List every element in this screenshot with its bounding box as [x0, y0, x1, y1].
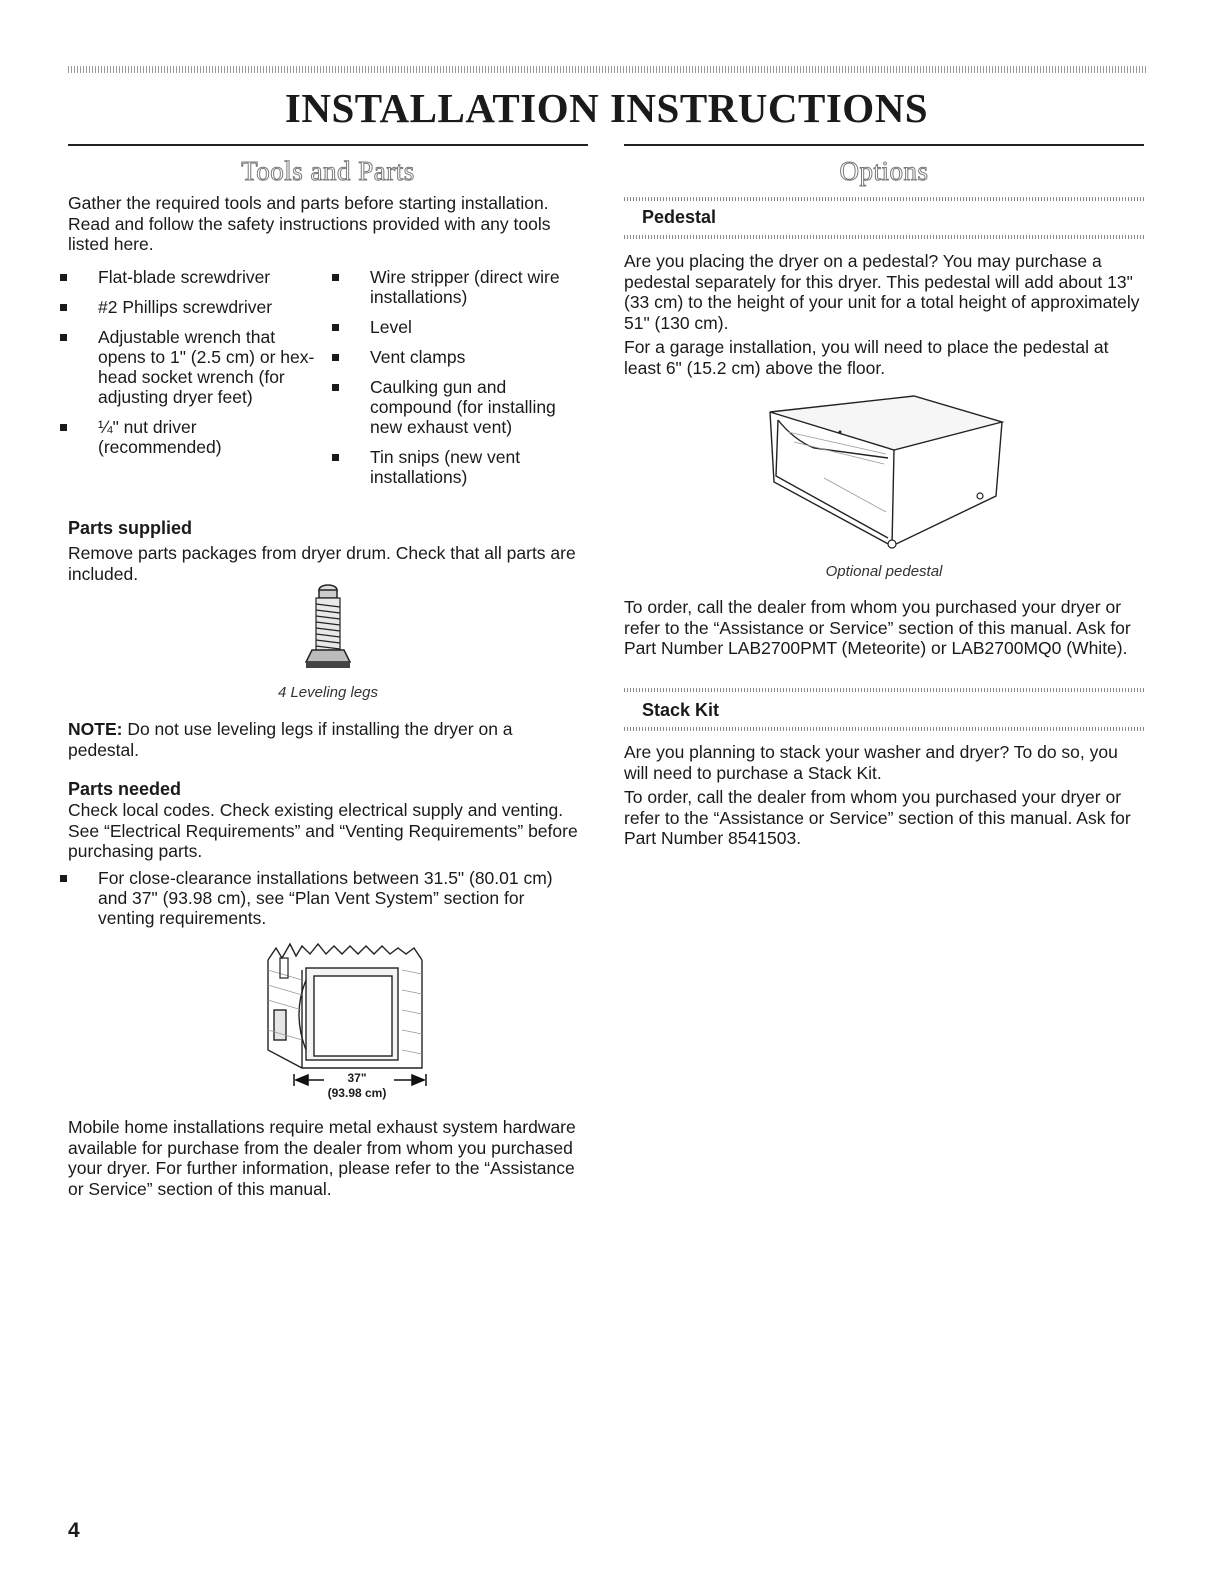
pedestal-illustration [764, 392, 1008, 552]
left-section-rule [68, 144, 588, 146]
list-item: Level [330, 317, 592, 337]
stack-kit-top-rule [624, 688, 1144, 692]
note-text: Do not use leveling legs if installing the dryer on a pedestal. [68, 719, 513, 760]
pedestal-caption: Optional pedestal [825, 563, 943, 580]
list-item: ¼" nut driver (recommended) [58, 417, 320, 457]
mobile-home-text: Mobile home installations require metal exhaust system hardware available for purchase from the dealer from whom you purchased your dryer. For further information, please refer to the “Assistance or Service” section of this manual. [68, 1117, 576, 1199]
leveling-leg-illustration [298, 582, 358, 674]
tools-intro: Gather the required tools and parts before starting installation. Read and follow the safety instructions provided with any tools listed here. [68, 193, 551, 254]
stack-kit-text-2: To order, call the dealer from whom you purchased your dryer or refer to the “Assistance or Service” section of this manual. Ask for Part Number 8541503. [624, 787, 1131, 848]
parts-needed-text: Check local codes. Check existing electrical supply and venting. See “Electrical Requirements” and “Venting Requirements” before purchasing parts. [68, 800, 578, 861]
parts-needed-heading: Parts needed [68, 779, 182, 799]
top-dotted-bar [68, 66, 1146, 73]
list-item: Vent clamps [330, 347, 592, 367]
pedestal-order-text: To order, call the dealer from whom you purchased your dryer or refer to the “Assistance or Service” section of this manual. Ask for Part Number LAB2700PMT (Meteorite) or LAB2700MQ0 (White). [624, 597, 1131, 658]
tools-section-title: Tools and Parts [241, 156, 415, 186]
close-clearance-illustration [262, 940, 427, 1072]
page-title: INSTALLATION INSTRUCTIONS [284, 85, 929, 131]
stack-kit-heading: Stack Kit [642, 700, 720, 720]
pedestal-bottom-rule [624, 235, 1144, 239]
tools-list-col2 [330, 267, 592, 497]
leveling-legs-caption: 4 Leveling legs [277, 684, 379, 701]
list-item: Adjustable wrench that opens to 1" (2.5 cm) or hex-head socket wrench (for adjusting dryer feet) [58, 327, 320, 407]
dimension-metric-label: (93.98 cm) [327, 1086, 387, 1100]
stack-kit-text-1: Are you planning to stack your washer and dryer? To do so, you will need to purchase a Stack Kit. [624, 742, 1118, 783]
list-item: Tin snips (new vent installations) [330, 447, 592, 487]
right-section-rule [624, 144, 1144, 146]
note-label: NOTE: [68, 719, 123, 739]
parts-supplied-note [68, 719, 588, 760]
pedestal-text-1: Are you placing the dryer on a pedestal? You may purchase a pedestal separately for this dryer. This pedestal will add about 13" (33 cm) to the height of your unit for a total height of approximately 51" (130 cm). [624, 251, 1140, 333]
tools-list-col1 [58, 267, 320, 467]
dimension-label: 37" [347, 1071, 367, 1085]
list-item: For close-clearance installations between 31.5" (80.01 cm) and 37" (93.98 cm), see “Plan Vent System” section for venting requirements. [58, 868, 578, 928]
pedestal-heading: Pedestal [642, 207, 717, 227]
parts-supplied-text: Remove parts packages from dryer drum. Check that all parts are included. [68, 543, 576, 584]
pedestal-text-2: For a garage installation, you will need to place the pedestal at least 6" (15.2 cm) above the floor. [624, 337, 1109, 378]
list-item: Wire stripper (direct wire installations) [330, 267, 592, 307]
parts-needed-list [58, 868, 578, 938]
parts-supplied-heading: Parts supplied [68, 518, 193, 538]
list-item: Caulking gun and compound (for installing new exhaust vent) [330, 377, 592, 437]
stack-kit-bottom-rule [624, 727, 1144, 731]
list-item: #2 Phillips screwdriver [58, 297, 320, 317]
options-section-title: Options [839, 156, 929, 186]
pedestal-top-rule [624, 197, 1144, 201]
page-number: 4 [68, 1519, 80, 1542]
list-item: Flat-blade screwdriver [58, 267, 320, 287]
